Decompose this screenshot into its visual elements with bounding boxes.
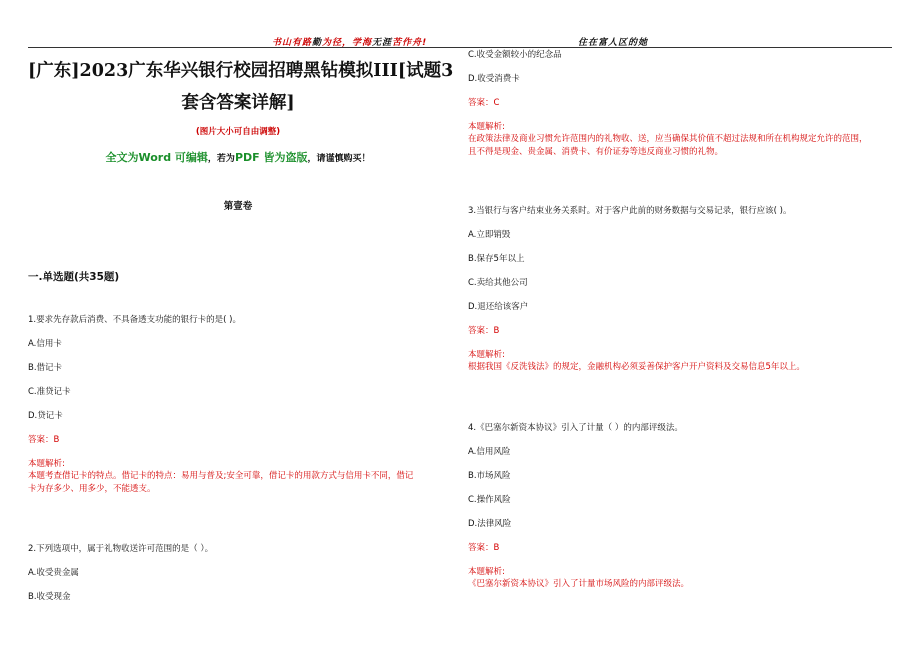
analysis-label: 本题解析: [468, 350, 505, 360]
analysis-line: 本题考查借记卡的特点。借记卡的特点：易用与普及;安全可靠，借记卡的用款方式与信用卡不同，借记 [28, 471, 414, 481]
analysis-label: 本题解析: [28, 459, 65, 469]
question-stem: 4.《巴塞尔新资本协议》引入了计量（ ）的内部评级法。 [468, 423, 683, 433]
analysis-line: 《巴塞尔新资本协议》引入了计量市场风险的内部评级法。 [468, 579, 690, 589]
analysis-line: 卡为存多少、用多少，不能透支。 [28, 484, 156, 494]
tagline-part: ，若为 [207, 154, 235, 164]
tagline [28, 150, 448, 167]
motto-part: 勤 [312, 38, 323, 48]
analysis-line: 根据我国《反洗钱法》的规定，金融机构必须妥善保护客户开户资料及交易信息5年以上。 [468, 362, 805, 372]
question-option: A.信用风险 [468, 447, 511, 457]
answer-text: 答案：C [468, 98, 500, 108]
question-option: A.收受贵金属 [28, 568, 79, 578]
doc-title-line2: 套含答案详解] [181, 93, 295, 113]
tagline-part: 全文为 [105, 151, 139, 164]
motto-part: 书山有路 [272, 38, 313, 48]
analysis-line: 在政策法律及商业习惯允许范围内的礼物收、送，应当确保其价值不超过法规和所在机构规定允许的范围， [468, 134, 868, 144]
tagline-part: PDF 皆为盗版 [234, 151, 308, 164]
section-heading: 一.单选题(共35题) [28, 271, 120, 283]
analysis-label: 本题解析: [468, 122, 505, 132]
question-option: C.卖给其他公司 [468, 278, 528, 288]
question-option: A.立即销毁 [468, 230, 511, 240]
question-option: D.法律风险 [468, 519, 512, 529]
analysis-line: 且不得是现金、贵金属、消费卡、有价证券等违反商业习惯的礼物。 [468, 147, 724, 157]
question-option: B.收受现金 [28, 592, 71, 602]
question-option: C.收受金额较小的纪念品 [468, 50, 562, 60]
header-divider [28, 47, 892, 48]
motto-part: 为径，学海 [322, 38, 373, 48]
question-option: B.保存5年以上 [468, 254, 525, 264]
answer-text: 答案：B [468, 326, 500, 336]
part-heading: 第壹卷 [223, 201, 253, 212]
page-header [0, 0, 920, 48]
motto-part: 无涯 [372, 38, 393, 48]
question-option: B.借记卡 [28, 363, 63, 373]
question-option: D.退还给该客户 [468, 302, 529, 312]
question-option: C.准贷记卡 [28, 387, 71, 397]
question-stem: 1.要求先存款后消费、不具备透支功能的银行卡的是( )。 [28, 315, 241, 325]
answer-text: 答案：B [468, 543, 500, 553]
question-option: A.信用卡 [28, 339, 62, 349]
header-right-text: 住在富人区的她 [578, 38, 649, 48]
motto-part: 苦作舟! [392, 38, 428, 48]
question-option: D.贷记卡 [28, 411, 63, 421]
size-note: (图片大小可自由调整) [195, 127, 281, 137]
tagline-part: Word 可编辑 [138, 151, 208, 164]
question-option: C.操作风险 [468, 495, 511, 505]
question-stem: 3.当银行与客户结束业务关系时。对于客户此前的财务数据与交易记录，银行应该( )。 [468, 206, 792, 216]
question-stem: 2.下列选项中，属于礼物收送许可范围的是（ ）。 [28, 544, 214, 554]
tagline-part: ，请谨慎购买！ [307, 154, 371, 164]
answer-text: 答案：B [28, 435, 60, 445]
question-option: B.市场风险 [468, 471, 511, 481]
doc-title-line1: [广东]2023广东华兴银行校园招聘黑钻模拟III[试题3 [28, 61, 454, 81]
analysis-label: 本题解析: [468, 567, 505, 577]
question-option: D.收受消费卡 [468, 74, 520, 84]
